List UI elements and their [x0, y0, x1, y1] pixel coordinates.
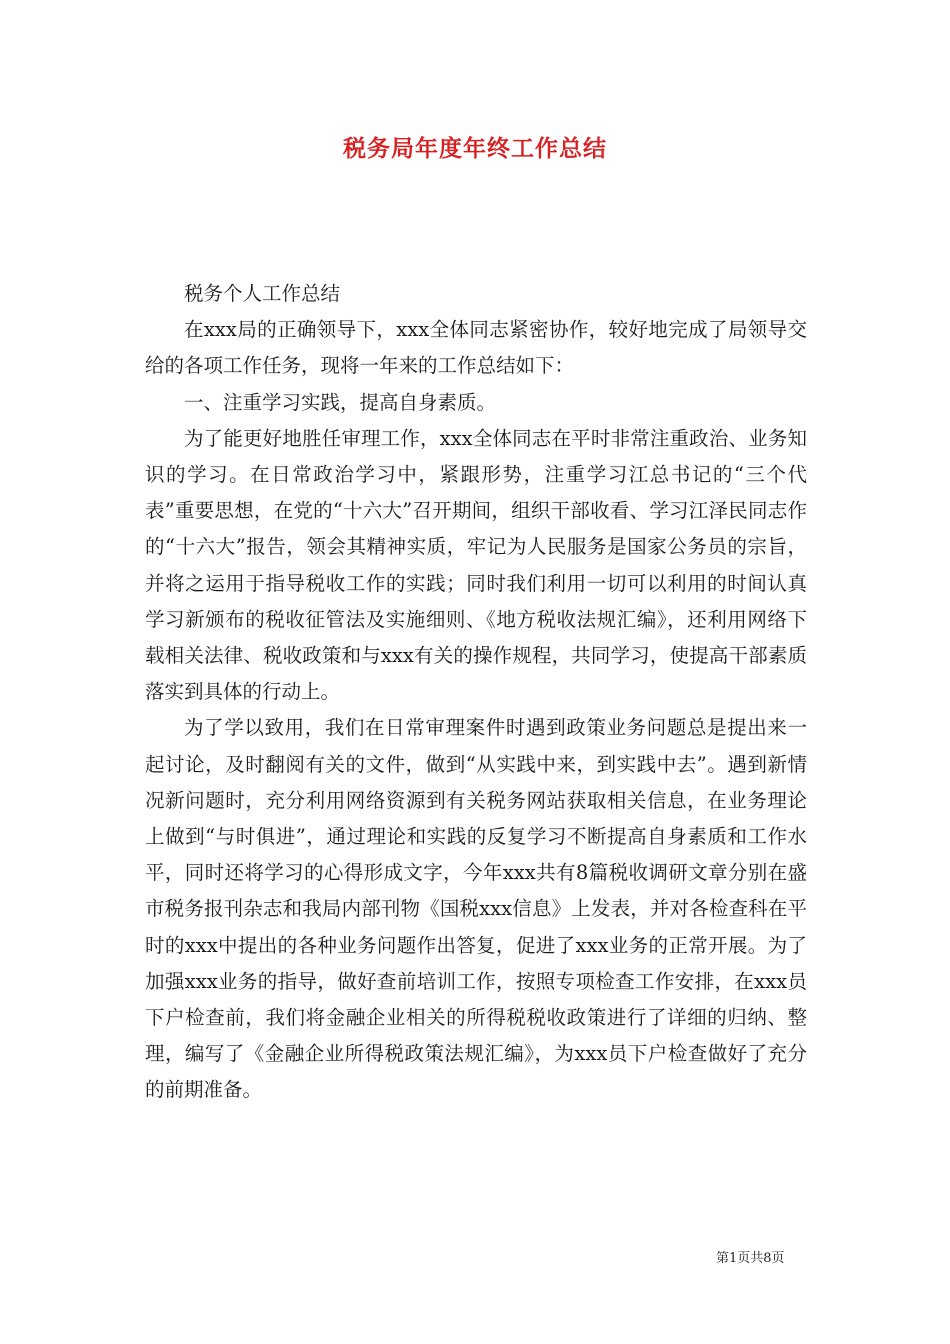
section-subheading: 一、注重学习实践，提高自身素质。 [184, 390, 497, 414]
page-number: 第1页共8页 [716, 1251, 785, 1266]
intro-paragraph: 在xxx局的正确领导下，xxx全体同志紧密协作，较好地完成了局领导交给的各项工作任务，现将一年来的工作总结如下： [145, 318, 807, 378]
body-paragraph: 为了能更好地胜任审理工作，xxx全体同志在平时非常注重政治、业务知识的学习。在日常政治学习中，紧跟形势，注重学习江总书记的“三个代表”重要思想，在党的“十六大”召开期间，组织干部收看、学习江泽民同志作的“十六大”报告，领会其精神实质，牢记为人民服务是国家公务员的宗旨，并将之运用于指导税收工作的实践；同时我们利用一切可以利用的时间认真学习新颁布的税收征管法及实施细则、《地方税收法规汇编》，还利用网络下载相关法律、税收政策和与xxx有关的操作规程，共同学习，使提高干部素质落实到具体的行动上。 [145, 426, 807, 704]
section-heading: 税务个人工作总结 [184, 282, 341, 305]
document-title: 税务局年度年终工作总结 [343, 136, 607, 162]
body-paragraph: 为了学以致用，我们在日常审理案件时遇到政策业务问题总是提出来一起讨论，及时翻阅有关的文件，做到“从实践中来，到实践中去”。遇到新情况新问题时，充分利用网络资源到有关税务网站获取相关信息，在业务理论上做到“与时俱进”，通过理论和实践的反复学习不断提高自身素质和工作水平，同时还将学习的心得形成文字，今年xxx共有8篇税收调研文章分别在盛市税务报刊杂志和我局内部刊物《国税xxx信息》上发表，并对各检查科在平时的xxx中提出的各种业务问题作出答复，促进了xxx业务的正常开展。为了加强xxx业务的指导，做好查前培训工作，按照专项检查工作安排，在xxx员下户检查前，我们将金融企业相关的所得税税收政策进行了详细的归纳、整理，编写了《金融企业所得税政策法规汇编》，为xxx员下户检查做好了充分的前期准备。 [145, 716, 807, 1102]
document-body [145, 276, 807, 1109]
